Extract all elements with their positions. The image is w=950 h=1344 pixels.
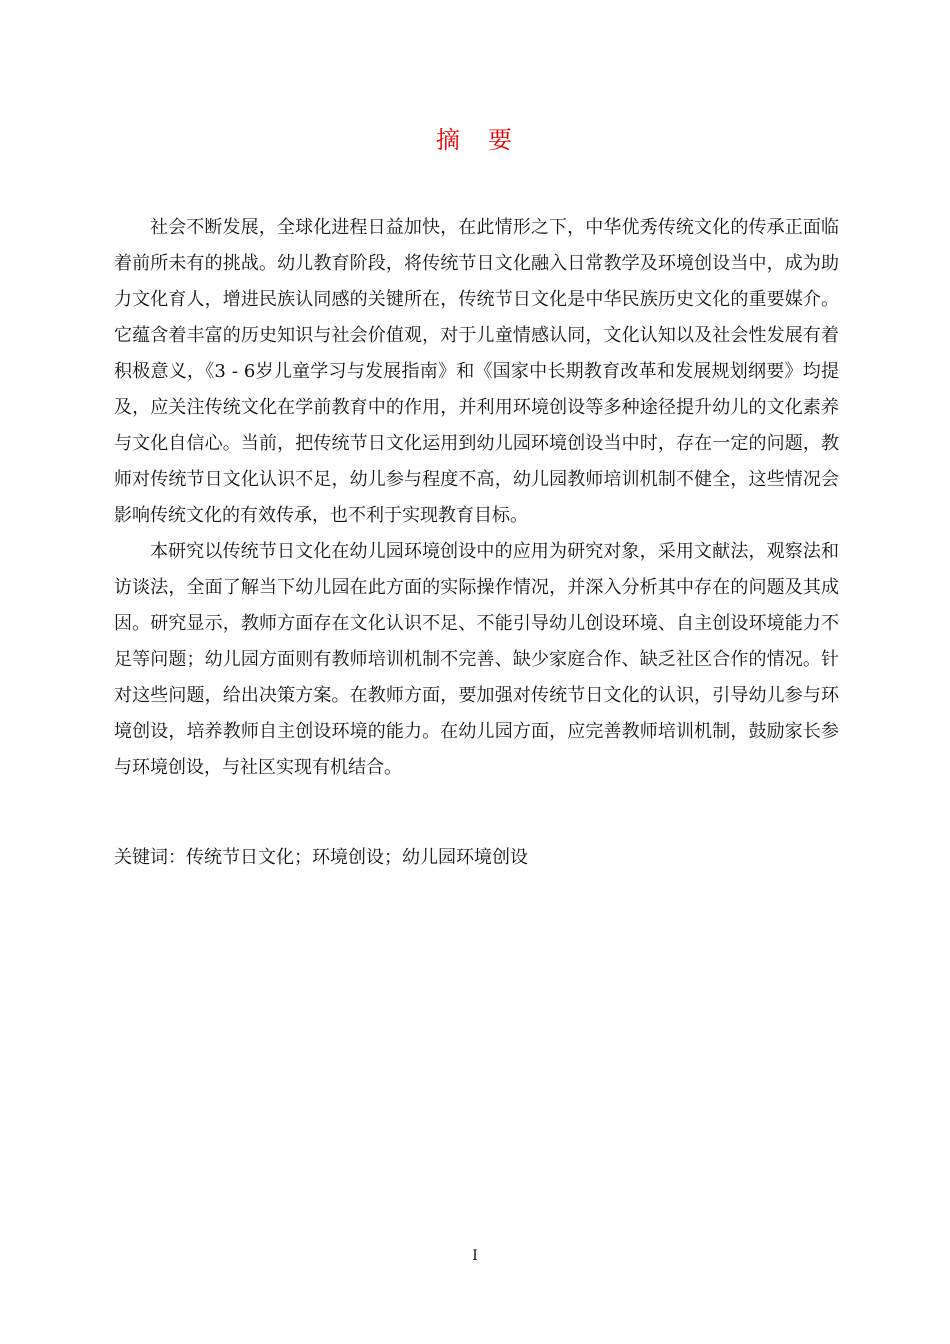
- abstract-title: 摘 要: [436, 126, 514, 154]
- keywords-label: 关键词：: [114, 847, 186, 868]
- keywords-text: 传统节日文化；环境创设；幼儿园环境创设: [186, 847, 528, 868]
- abstract-paragraph-2: 本研究以传统节日文化在幼儿园环境创设中的应用为研究对象，采用文献法，观察法和访谈法，全面了解当下幼儿园在此方面的实际操作情况，并深入分析其中存在的问题及其成因。研究显示，教师方面存在文化认识不足、不能引导幼儿创设环境、自主创设环境能力不足等问题；幼儿园方面则有教师培训机制不完善、缺少家庭合作、缺乏社区合作的情况。针对这些问题，给出决策方案。在教师方面，要加强对传统节日文化的认识，引导幼儿参与环境创设，培养教师自主创设环境的能力。在幼儿园方面，应完善教师培训机制，鼓励家长参与环境创设，与社区实现有机结合。: [114, 541, 839, 778]
- abstract-paragraph-1: 社会不断发展，全球化进程日益加快，在此情形之下，中华优秀传统文化的传承正面临着前所未有的挑战。幼儿教育阶段，将传统节日文化融入日常教学及环境创设当中，成为助力文化育人，增进民族认同感的关键所在，传统节日文化是中华民族历史文化的重要媒介。它蕴含着丰富的历史知识与社会价值观，对于儿童情感认同，文化认知以及社会性发展有着积极意义，《3 - 6岁儿童学习与发展指南》和《国家中长期教育改革和发展规划纲要》均提及，应关注传统文化在学前教育中的作用，并利用环境创设等多种途径提升幼儿的文化素养与文化自信心。当前，把传统节日文化运用到幼儿园环境创设当中时，存在一定的问题，教师对传统节日文化认识不足，幼儿参与程度不高，幼儿园教师培训机制不健全，这些情况会影响传统文化的有效传承，也不利于实现教育目标。: [114, 217, 839, 526]
- page-number: I: [472, 1248, 478, 1264]
- keywords-line: [114, 840, 839, 876]
- abstract-body: [114, 210, 839, 786]
